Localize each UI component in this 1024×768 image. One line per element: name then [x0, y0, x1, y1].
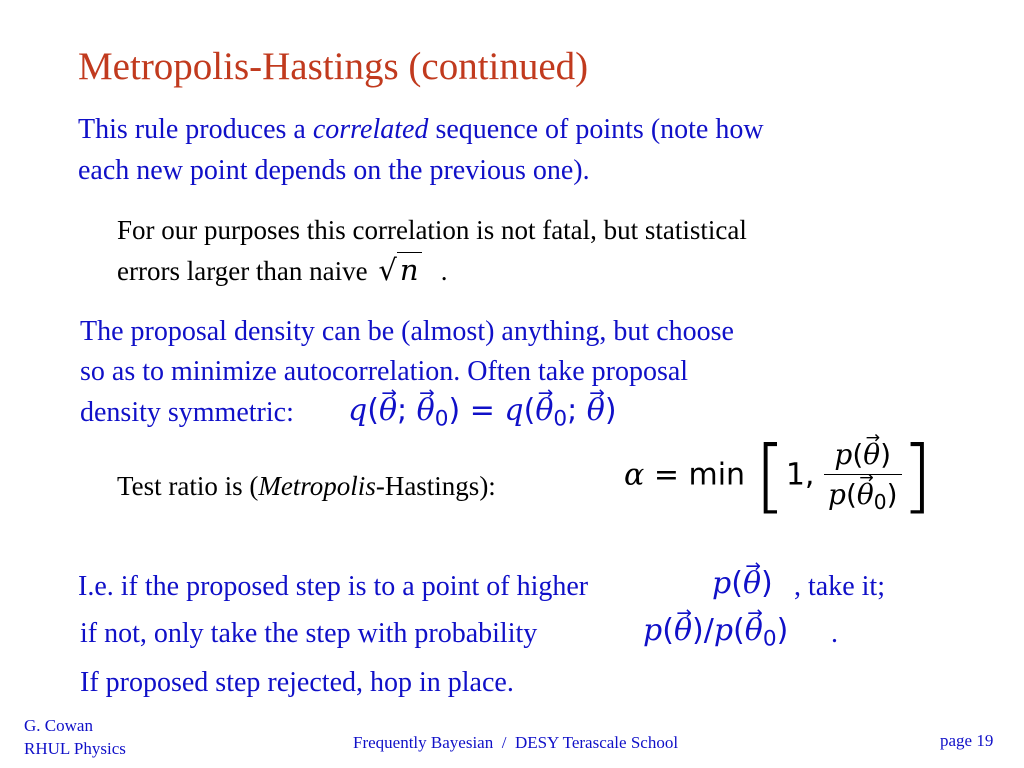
paragraph-correlated-line2: each new point depends on the previous one).	[78, 155, 590, 186]
text: .	[440, 256, 448, 286]
p-theta-formula: p(→ θ)	[712, 566, 773, 601]
p-symbol: p	[828, 477, 846, 511]
p-symbol: p	[712, 566, 732, 601]
p-symbol: p	[834, 437, 853, 471]
min-operator: min	[688, 457, 746, 493]
probability-ratio-fraction	[824, 438, 902, 514]
theta-symbol: → θ	[857, 478, 874, 511]
text: This rule produces a	[78, 114, 313, 145]
text: errors larger than naive	[117, 256, 368, 286]
symmetric-proposal-formula: q(→ θ; → $\theta_0) = q(\to \theta_0$; → θ)	[348, 393, 617, 431]
paragraph-fatal-line2	[117, 250, 448, 291]
text: Test ratio is (	[117, 471, 259, 501]
ie-line1-tail: , take it;	[794, 571, 885, 602]
left-bracket: [	[754, 429, 786, 522]
ie-line2-tail: .	[831, 618, 838, 649]
subscript-zero: 0	[553, 406, 568, 432]
ie-line1	[78, 567, 588, 607]
one-value: 1,	[785, 457, 815, 493]
theta-symbol: → θ	[587, 393, 605, 428]
text: -Hastings):	[375, 471, 496, 501]
paragraph-proposal-line3	[80, 393, 294, 433]
fraction-denominator: $p(\to \theta_0)$	[824, 474, 902, 514]
theta-symbol: → θ	[417, 393, 435, 428]
slide-title: Metropolis-Hastings (continued)	[78, 45, 589, 88]
right-bracket: ]	[901, 429, 933, 522]
text: I.e. if the proposed step is to a point of higher	[78, 571, 589, 602]
subscript-zero: 0	[873, 490, 887, 515]
alpha-symbol: α	[624, 457, 645, 493]
p-symbol: p	[713, 613, 734, 648]
theta-symbol: → θ	[535, 393, 553, 428]
sqrt-n-var: n	[397, 252, 422, 287]
footer-page-number: page 19	[940, 731, 994, 750]
ie-line2	[80, 614, 537, 654]
footer-institution: RHUL Physics	[24, 739, 126, 758]
paragraph-proposal-line1: The proposal density can be (almost) anything, but choose	[80, 316, 734, 347]
acceptance-ratio-formula: α = min [1, $\frac{p(\to \theta)}{p(\to \theta_0)}$ ]	[624, 436, 933, 516]
emphasis-metropolis: Metropolis	[258, 471, 376, 501]
theta-symbol: → θ	[745, 613, 763, 648]
q-symbol: q	[348, 393, 368, 428]
footer-center-text: Frequently Bayesian / DESY Terascale School	[353, 733, 679, 752]
reject-line: If proposed step rejected, hop in place.	[80, 667, 514, 698]
emphasis-correlated: correlated	[312, 114, 429, 145]
theta-symbol: → θ	[863, 438, 880, 471]
test-ratio-label	[117, 466, 496, 506]
fraction-numerator: p(→ θ)	[830, 438, 895, 474]
paragraph-fatal-line1: For our purposes this correlation is not fatal, but statistical	[117, 215, 747, 245]
text: density symmetric:	[80, 397, 294, 428]
probability-ratio-inline-formula: $p(\to \theta)/p(\to \theta_0)$	[643, 613, 788, 651]
subscript-zero: 0	[434, 406, 449, 432]
paragraph-proposal-line2: so as to minimize autocorrelation. Often take proposal	[80, 356, 689, 387]
text: if not, only take the step with probability	[80, 618, 538, 649]
theta-symbol: → θ	[674, 613, 692, 648]
paragraph-correlated-line1	[78, 110, 764, 150]
subscript-zero: 0	[762, 626, 777, 652]
q-symbol: q	[504, 393, 524, 428]
p-symbol: p	[643, 613, 663, 648]
footer-author: G. Cowan	[24, 716, 93, 735]
theta-symbol: → θ	[743, 566, 761, 601]
theta-symbol: → θ	[379, 393, 397, 428]
text: sequence of points (note how	[428, 114, 764, 145]
sqrt-n-formula: √ n	[378, 253, 430, 287]
